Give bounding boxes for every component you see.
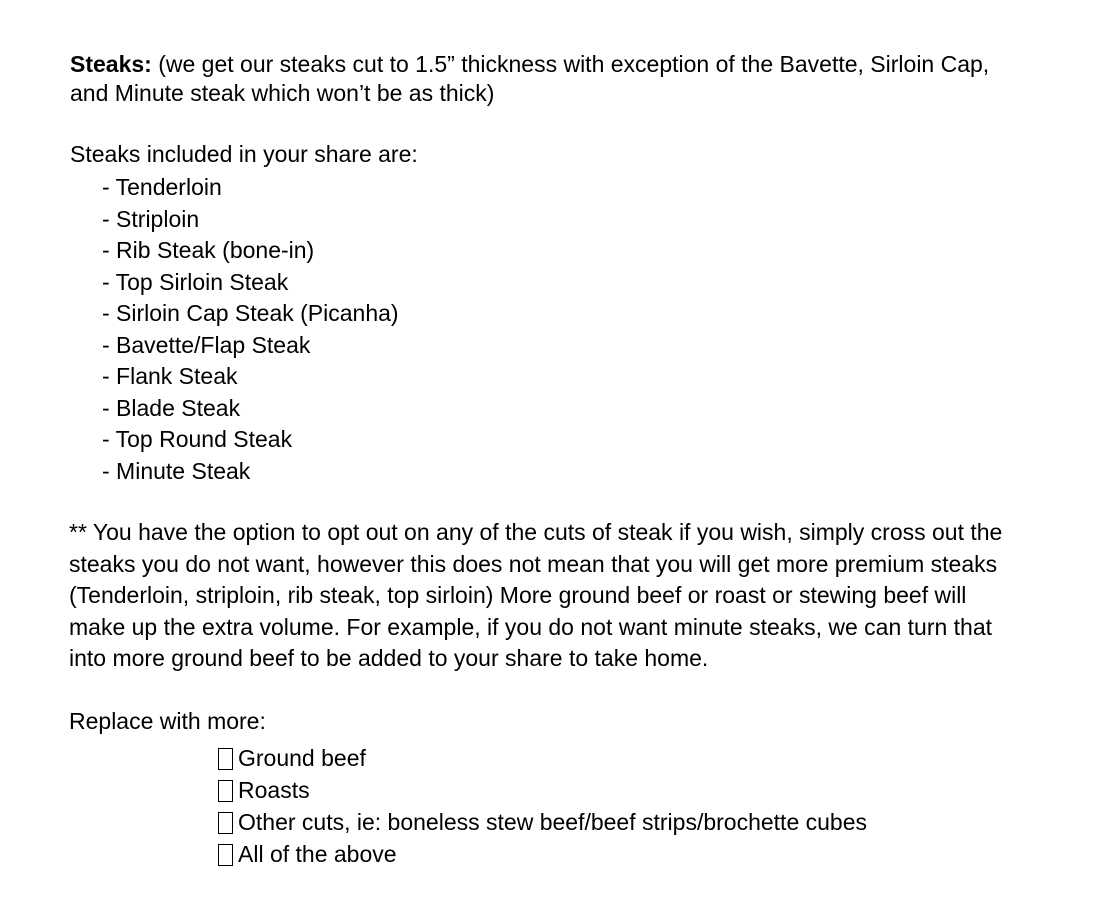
option-label: Other cuts, ie: boneless stew beef/beef strips/brochette cubes [238, 808, 868, 835]
list-item: - Sirloin Cap Steak (Picanha) [102, 300, 399, 326]
steaks-list-lead: Steaks included in your share are: [70, 141, 418, 167]
list-item: - Blade Steak [102, 394, 241, 421]
list-item: - Top Round Steak [102, 426, 293, 452]
option-label: Roasts [238, 776, 310, 803]
list-item: - Striploin [102, 205, 200, 232]
option-other-cuts[interactable] [218, 806, 867, 838]
opt-out-note: ** You have the option to opt out on any of the cuts of steak if you wish, simply cross out the steaks you do not want, however this does not mean that you will get more premium steaks (Tenderloin, striploin, rib steak, top sirloin) More ground beef or roast or stewing beef will make up the extra volume. For example, if you do not want minute steaks, we can turn that into more ground beef to be added to your share to take home. [69, 519, 1003, 671]
checkbox-icon[interactable] [218, 748, 233, 770]
list-item: - Top Sirloin Steak [102, 268, 289, 295]
steaks-intro-text: (we get our steaks cut to 1.5” thickness with exception of the Bavette, Sirloin Cap, and Minute steak which won’t be as thick) [70, 51, 990, 106]
list-item: - Tenderloin [102, 174, 222, 200]
list-item: - Minute Steak [102, 457, 251, 484]
list-item: - Bavette/Flap Steak [102, 331, 311, 358]
checkbox-icon[interactable] [218, 780, 233, 802]
replace-options [218, 742, 867, 870]
list-item: - Rib Steak (bone-in) [102, 237, 315, 263]
option-label: All of the above [238, 840, 397, 867]
steaks-list [102, 173, 399, 488]
option-roasts[interactable] [218, 774, 867, 806]
steaks-heading: Steaks: [70, 51, 152, 77]
option-ground-beef[interactable] [218, 742, 867, 774]
steaks-intro [70, 50, 1030, 108]
option-label: Ground beef [238, 744, 366, 771]
checkbox-icon[interactable] [218, 844, 233, 866]
checkbox-icon[interactable] [218, 812, 233, 834]
list-item: - Flank Steak [102, 363, 238, 389]
replace-label: Replace with more: [69, 708, 266, 734]
option-all[interactable] [218, 838, 867, 870]
